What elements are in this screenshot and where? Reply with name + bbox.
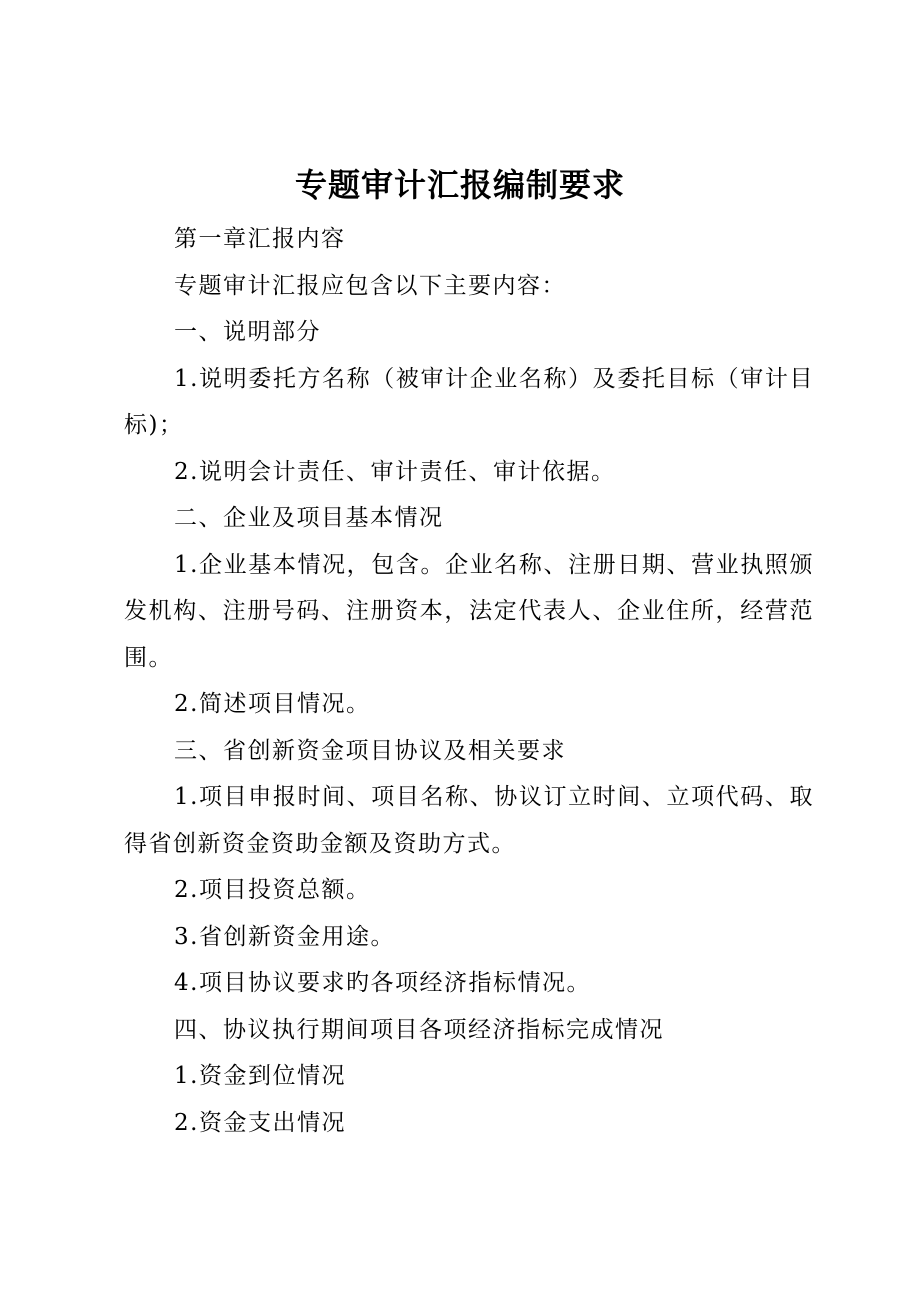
section-heading-1: 一、说明部分 xyxy=(174,319,321,345)
list-item: 3.省创新资金用途。 xyxy=(174,923,395,950)
list-item: 4.项目协议要求旳各项经济指标情况。 xyxy=(174,970,591,996)
list-item: 1.说明委托方名称（被审计企业名称）及委托目标（审计目标)； xyxy=(124,365,814,438)
list-item: 1.资金到位情况 xyxy=(174,1063,346,1089)
list-item: 2.项目投资总额。 xyxy=(174,877,371,903)
chapter-heading: 第一章汇报内容 xyxy=(174,226,346,252)
section-heading-2: 二、企业及项目基本情况 xyxy=(174,505,444,531)
list-item: 2.简述项目情况。 xyxy=(174,691,371,717)
list-item: 1.项目申报时间、项目名称、协议订立时间、立项代码、取得省创新资金资助金额及资助方式。 xyxy=(124,784,814,857)
document-body xyxy=(124,216,814,1146)
section-heading-3: 三、省创新资金项目协议及相关要求 xyxy=(174,737,566,764)
document-title: 专题审计汇报编制要求 xyxy=(294,166,625,204)
list-item: 2.资金支出情况 xyxy=(174,1109,346,1136)
list-item: 1.企业基本情况，包含。企业名称、注册日期、营业执照颁发机构、注册号码、注册资本，法定代表人、企业住所，经营范围。 xyxy=(124,551,814,671)
list-item: 2.说明会计责任、审计责任、审计依据。 xyxy=(174,458,616,485)
intro-paragraph: 专题审计汇报应包含以下主要内容： xyxy=(174,272,566,299)
section-heading-4: 四、协议执行期间项目各项经济指标完成情况 xyxy=(174,1016,664,1043)
